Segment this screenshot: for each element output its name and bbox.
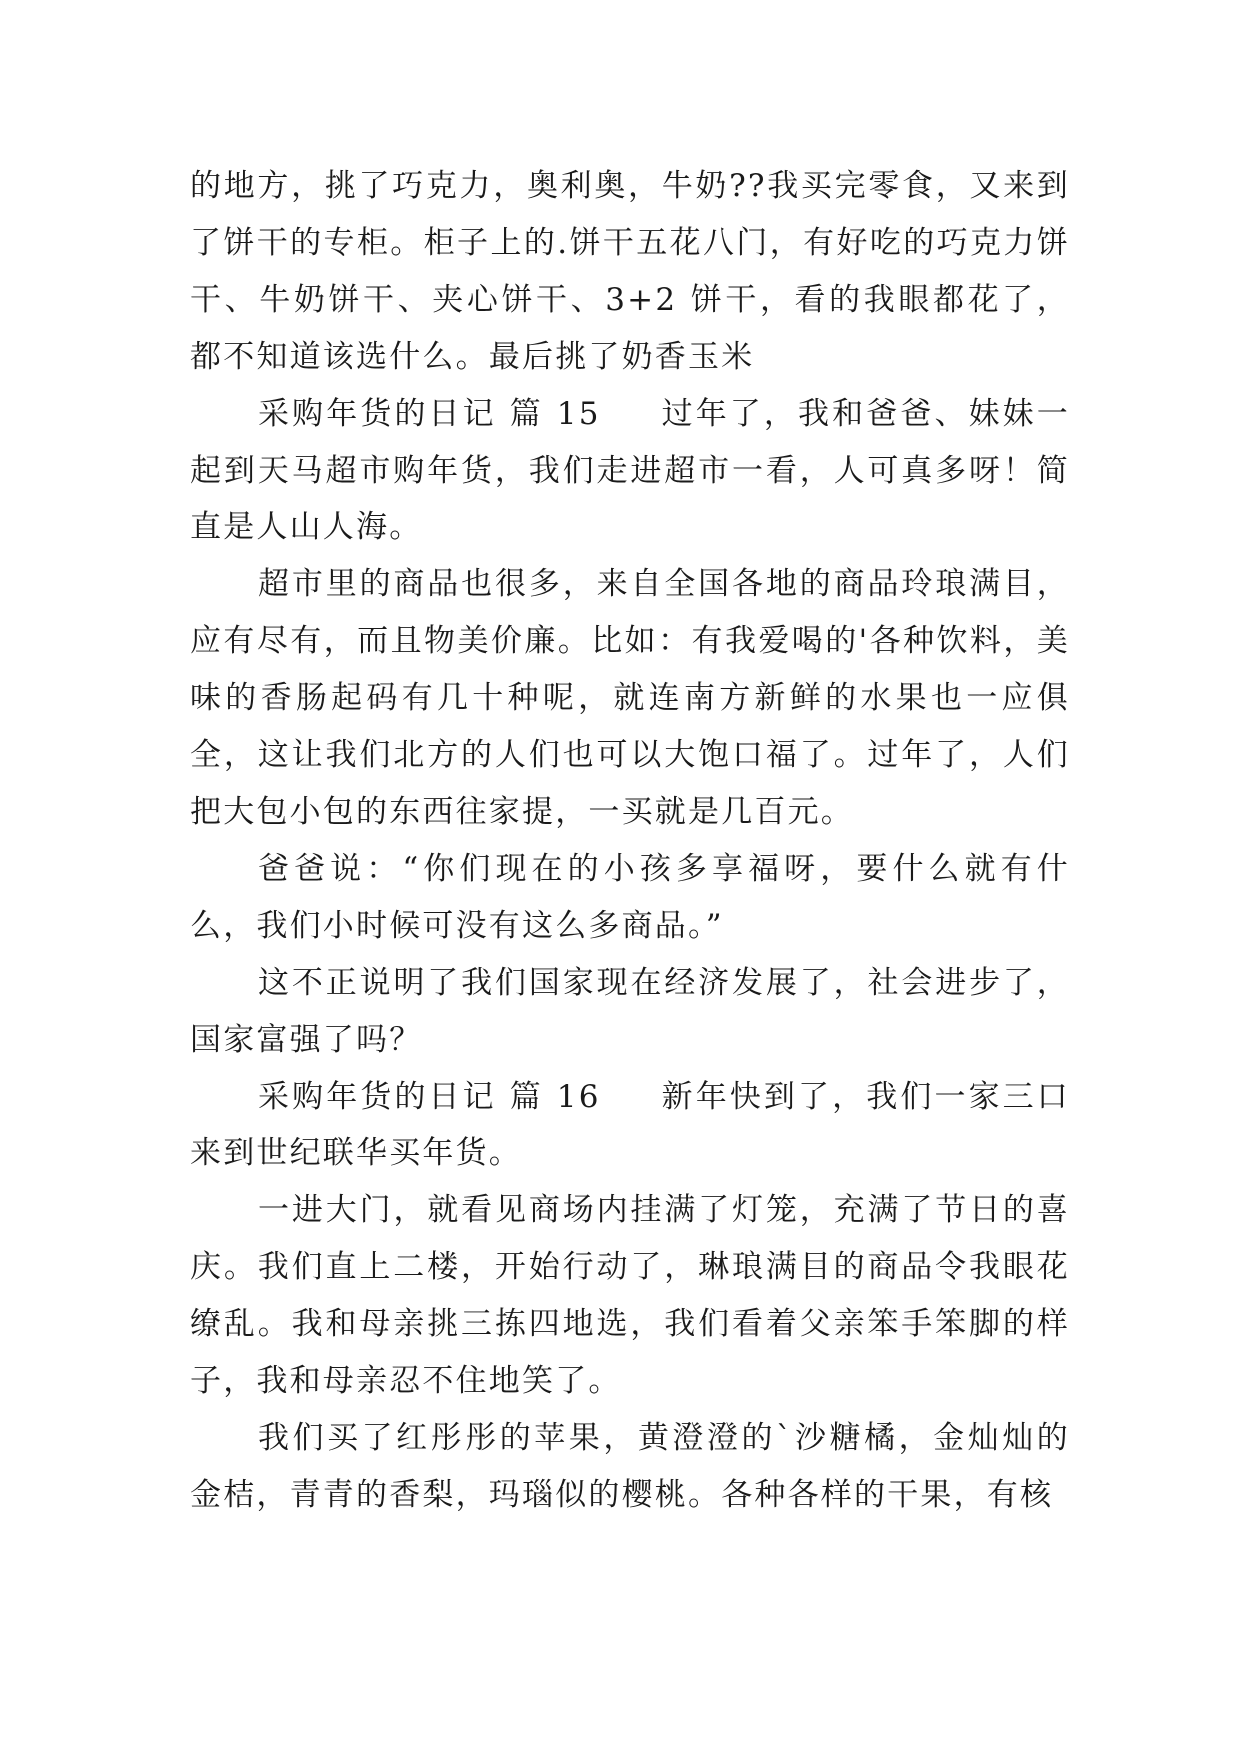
paragraph [190,158,1070,386]
paragraph-text: 的地方，挑了巧克力，奥利奥，牛奶??我买完零食，又来到了饼干的专柜。柜子上的.饼干五花八门，有好吃的巧克力饼干、牛奶饼干、夹心饼干、3+2 饼干，看的我眼都花了，都不知道该选什么。最后挑了奶香玉米 [190,168,1070,375]
section-heading: 采购年货的日记 篇 16 [258,1078,601,1115]
paragraph [190,955,1070,1069]
paragraph-text: 超市里的商品也很多，来自全国各地的商品玲琅满目，应有尽有，而且物美价廉。比如：有我爱喝的'各种饮料，美味的香肠起码有几十种呢，就连南方新鲜的水果也一应俱全，这让我们北方的人们也可以大饱口福了。过年了，人们把大包小包的东西往家提，一买就是几百元。 [190,566,1070,830]
section-heading: 采购年货的日记 篇 15 [258,395,601,432]
paragraph [190,1069,1070,1183]
paragraph [190,841,1070,955]
paragraph-text: 爸爸说：“你们现在的小孩多享福呀，要什么就有什么，我们小时候可没有这么多商品。” [190,850,1070,944]
paragraph [190,1182,1070,1410]
paragraph [190,1410,1070,1524]
paragraph-text: 一进大门，就看见商场内挂满了灯笼，充满了节日的喜庆。我们直上二楼，开始行动了，琳琅满目的商品令我眼花缭乱。我和母亲挑三拣四地选，我们看着父亲笨手笨脚的样子，我和母亲忍不住地笑了。 [190,1192,1070,1400]
paragraph [190,386,1070,557]
paragraph-text: 我们买了红彤彤的苹果，黄澄澄的`沙糖橘，金灿灿的金桔，青青的香梨，玛瑙似的樱桃。各种各样的干果，有核 [190,1419,1070,1513]
paragraph-text: 新年快到了，我们一家三口来到世纪联华买年货。 [190,1078,1070,1172]
document-body [190,158,1070,1524]
paragraph [190,556,1070,841]
paragraph-text: 过年了，我和爸爸、妹妹一起到天马超市购年货，我们走进超市一看，人可真多呀！简直是人山人海。 [190,395,1070,546]
paragraph-text: 这不正说明了我们国家现在经济发展了，社会进步了，国家富强了吗？ [190,964,1070,1058]
